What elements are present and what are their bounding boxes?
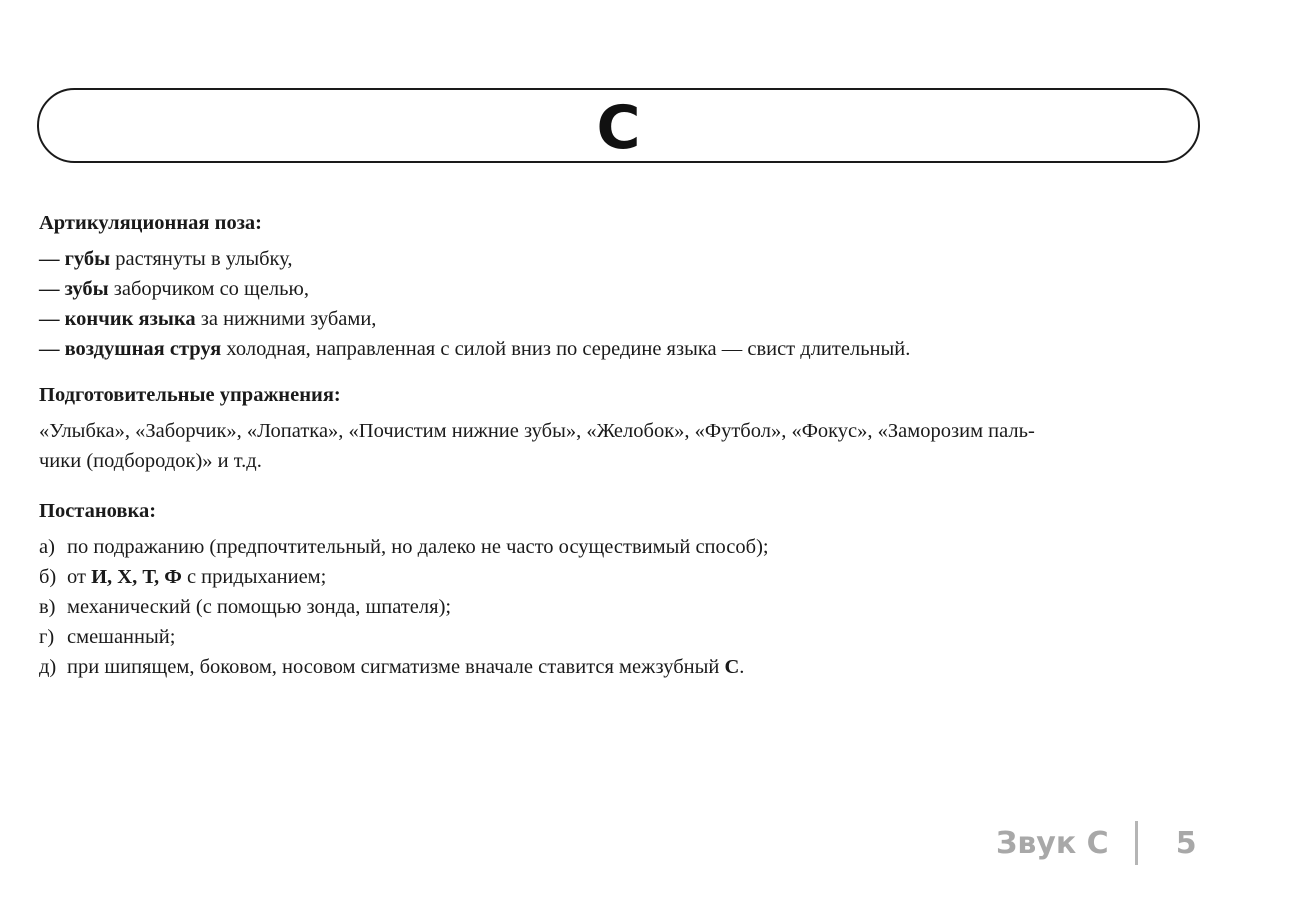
item-bold: зубы (64, 278, 109, 300)
item-dash: — (39, 278, 60, 300)
item-text-post: с придыханием; (181, 566, 327, 588)
setup-item-e (39, 652, 1209, 682)
item-letter: б) (39, 566, 57, 588)
exercises-text-line-1: «Улыбка», «Заборчик», «Лопатка», «Почистим нижние зубы», «Желобок», «Футбол», «Фокус», «Заморозим паль- (39, 420, 1035, 442)
item-text: смешанный; (67, 626, 176, 648)
item-letter: в) (39, 596, 56, 618)
item-text: по подражанию (предпочтительный, но далеко не часто осуществимый способ); (67, 536, 769, 558)
item-text: механический (с помощью зонда, шпателя); (67, 596, 452, 618)
articulation-item-tongue (39, 304, 1209, 334)
item-letter: а) (39, 536, 55, 558)
item-bold: С (724, 656, 740, 678)
sound-letter: С (596, 93, 641, 163)
item-letter: д) (39, 656, 57, 678)
title-banner (37, 88, 1200, 163)
item-text-pre: от (67, 566, 92, 588)
footer-divider (1135, 821, 1138, 865)
item-bold: кончик языка (64, 308, 196, 330)
setup-item-a (39, 532, 1209, 562)
articulation-item-teeth (39, 274, 1209, 304)
item-text: холодная, направленная с силой вниз по середине языка — свист длительный. (221, 338, 911, 360)
item-bold: И, Х, Т, Ф (91, 566, 182, 588)
item-letter: г) (39, 626, 55, 648)
item-dash: — (39, 308, 60, 330)
page-content (39, 208, 1209, 682)
item-text-pre: при шипящем, боковом, носовом сигматизме вначале ставится межзубный (67, 656, 725, 678)
item-text: растянуты в улыбку, (110, 248, 293, 270)
exercises-text-line-2: чики (подбородок)» и т.д. (39, 450, 262, 472)
setup-item-c (39, 592, 1209, 622)
item-text: заборчиком со щелью, (108, 278, 309, 300)
setup-item-b (39, 562, 1209, 592)
articulation-item-lips (39, 244, 1209, 274)
item-dash: — (39, 248, 60, 270)
page-footer (996, 818, 1197, 868)
articulation-heading: Артикуляционная поза: (39, 212, 263, 234)
articulation-item-air (39, 334, 1209, 364)
footer-title: Звук С (996, 825, 1109, 861)
setup-heading: Постановка: (39, 500, 157, 522)
item-text: за нижними зубами, (195, 308, 377, 330)
item-bold: воздушная струя (64, 338, 222, 360)
item-text-post: . (739, 656, 745, 678)
item-bold: губы (64, 248, 111, 270)
setup-item-d (39, 622, 1209, 652)
exercises-heading: Подготовительные упражнения: (39, 384, 341, 406)
page-number: 5 (1175, 825, 1197, 861)
item-dash: — (39, 338, 60, 360)
